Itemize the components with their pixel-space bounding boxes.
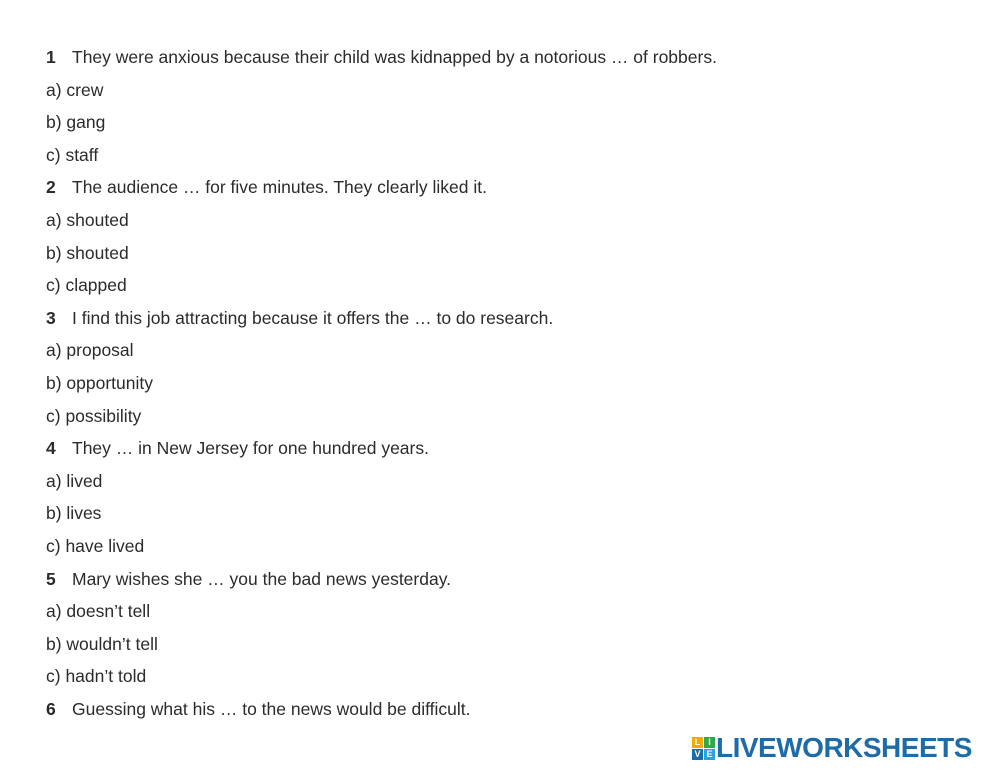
option-1c: c) staff: [46, 144, 99, 165]
question-number: 3: [46, 307, 56, 328]
option-2a: a) shouted: [46, 209, 129, 230]
option-5c: c) hadn’t told: [46, 666, 147, 687]
question-text: They were anxious because their child was kidnapped by a notorious … of robbers.: [72, 47, 717, 67]
option-2c: c) clapped: [46, 275, 127, 296]
question-1: [46, 43, 946, 76]
option-4c: c) have lived: [46, 535, 145, 556]
question-5: [46, 565, 946, 598]
question-number: 4: [46, 438, 56, 459]
question-text: They … in New Jersey for one hundred years.: [72, 438, 429, 459]
question-text: I find this job attracting because it offers the … to do research.: [72, 307, 554, 328]
logo-tile-i: I: [704, 737, 715, 748]
question-6: [46, 695, 946, 728]
question-number: 2: [46, 177, 56, 198]
question-number: 1: [46, 47, 56, 67]
logo-tile-v: V: [692, 749, 703, 760]
option-1b: b) gang: [46, 112, 106, 133]
option-1a: a) crew: [46, 79, 104, 100]
liveworksheets-logo[interactable]: [692, 733, 972, 763]
option-5a: a) doesn’t tell: [46, 601, 151, 622]
question-4: [46, 434, 946, 467]
question-number: 6: [46, 698, 56, 719]
worksheet: [46, 43, 946, 727]
question-3: [46, 304, 946, 337]
option-3c: c) possibility: [46, 405, 142, 426]
brand-name: LIVEWORKSHEETS: [716, 732, 972, 763]
question-number: 5: [46, 568, 56, 589]
option-2b: b) shouted: [46, 242, 129, 263]
live-tiles-icon: [692, 737, 714, 759]
option-3a: a) proposal: [46, 340, 134, 361]
option-4a: a) lived: [46, 470, 103, 491]
question-2: [46, 173, 946, 206]
option-3b: b) opportunity: [46, 372, 154, 393]
question-text: The audience … for five minutes. They clearly liked it.: [72, 177, 488, 198]
logo-tile-l: L: [692, 737, 703, 748]
logo-tile-e: E: [704, 749, 715, 760]
option-4b: b) lives: [46, 503, 102, 524]
question-text: Mary wishes she … you the bad news yesterday.: [72, 568, 452, 589]
option-5b: b) wouldn’t tell: [46, 633, 158, 654]
question-text: Guessing what his … to the news would be difficult.: [72, 698, 471, 719]
